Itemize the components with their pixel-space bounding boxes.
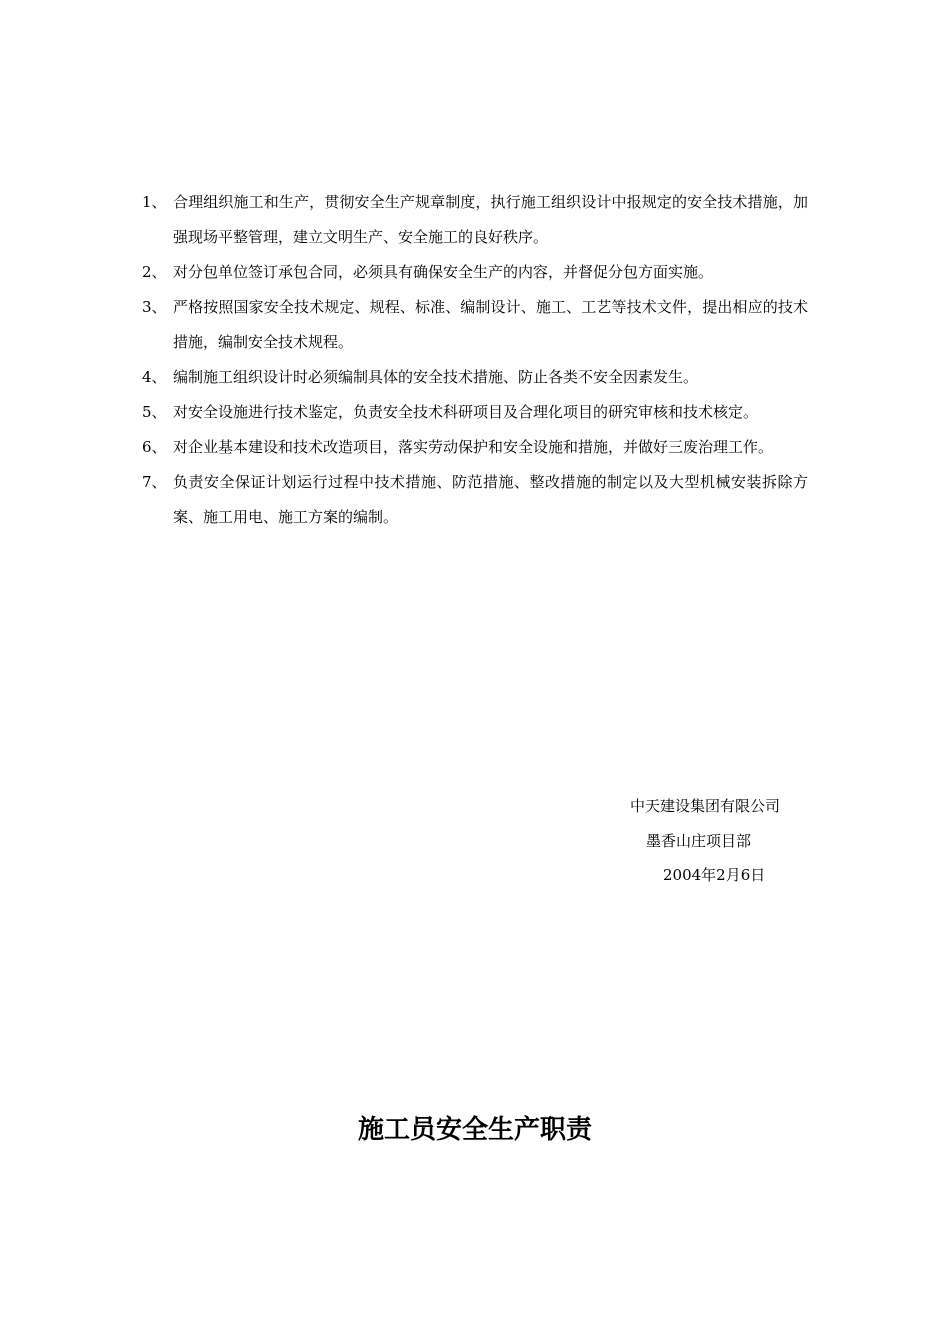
responsibility-item xyxy=(142,465,808,535)
section-title: 施工员安全生产职责 xyxy=(357,1115,592,1145)
item-number: 4、 xyxy=(142,368,167,386)
item-text: 对分包单位签订承包合同，必须具有确保安全生产的内容，并督促分包方面实施。 xyxy=(173,263,714,281)
responsibility-item xyxy=(142,360,808,395)
item-text: 严格按照国家安全技术规定、规程、标准、编制设计、施工、工艺等技术文件，提出相应的技术措施，编制安全技术规程。 xyxy=(173,298,808,351)
responsibility-item xyxy=(142,430,808,465)
item-text: 对安全设施进行技术鉴定，负责安全技术科研项目及合理化项目的研究审核和技术核定。 xyxy=(173,403,759,421)
responsibility-item xyxy=(142,395,808,430)
item-text: 负责安全保证计划运行过程中技术措施、防范措施、整改措施的制定以及大型机械安装拆除方案、施工用电、施工方案的编制。 xyxy=(173,473,808,526)
item-number: 3、 xyxy=(142,298,167,316)
responsibility-item xyxy=(142,255,808,290)
item-number: 6、 xyxy=(142,438,167,456)
signature-date: 2004年2月6日 xyxy=(663,866,766,884)
item-text: 编制施工组织设计时必须编制具体的安全技术措施、防止各类不安全因素发生。 xyxy=(173,368,699,386)
signature-company: 中天建设集团有限公司 xyxy=(630,797,781,815)
item-text: 对企业基本建设和技术改造项目，落实劳动保护和安全设施和措施，并做好三废治理工作。 xyxy=(173,438,774,456)
responsibility-list xyxy=(142,185,808,535)
responsibility-item xyxy=(142,185,808,255)
responsibility-item xyxy=(142,290,808,360)
item-text: 合理组织施工和生产，贯彻安全生产规章制度，执行施工组织设计中报规定的安全技术措施，加强现场平整管理，建立文明生产、安全施工的良好秩序。 xyxy=(173,193,808,246)
signature-department: 墨香山庄项目部 xyxy=(646,832,752,850)
item-number: 7、 xyxy=(142,473,167,491)
item-number: 2、 xyxy=(142,263,167,281)
item-number: 5、 xyxy=(142,403,167,421)
item-number: 1、 xyxy=(142,193,167,211)
